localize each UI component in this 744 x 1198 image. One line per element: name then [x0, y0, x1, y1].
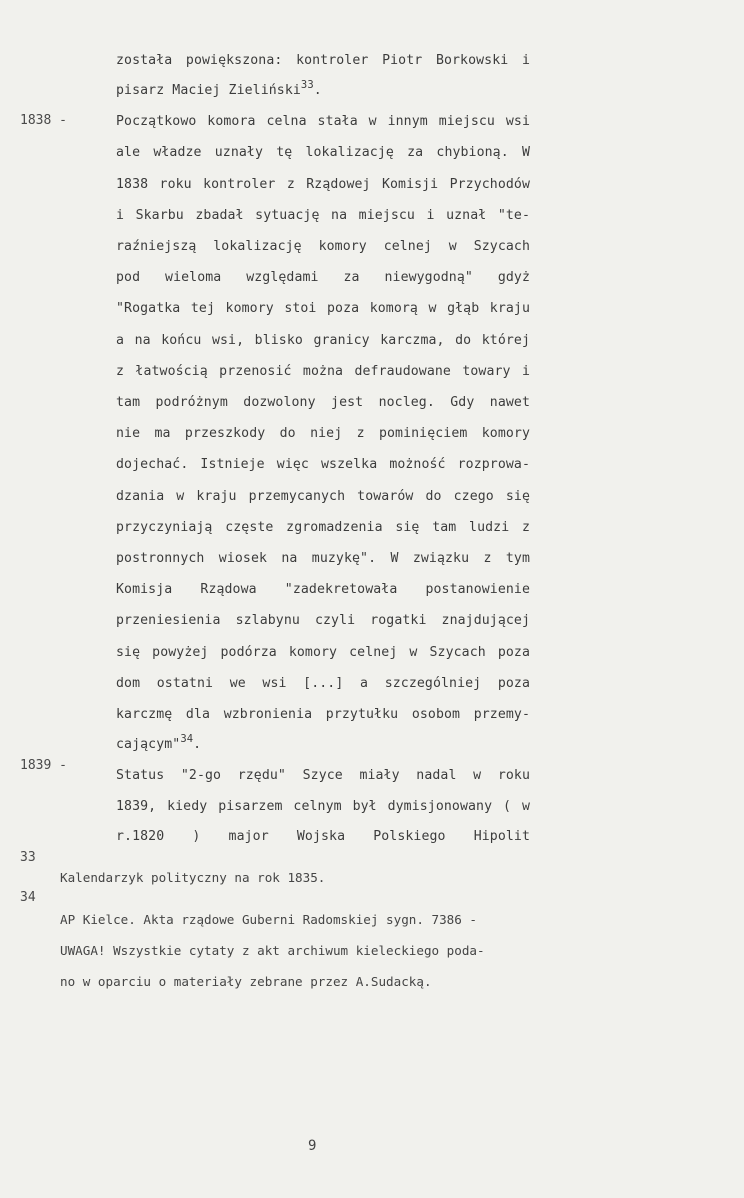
- body-line: r.1820 ) major Wojska Polskiego Hipolit: [116, 829, 530, 844]
- year-marker-1838: 1838 -: [20, 113, 67, 128]
- body-line: ale władze uznały tę lokalizację za chybioną. W: [116, 145, 530, 160]
- body-line: z łatwością przenosić można defraudowane towary i: [116, 364, 530, 379]
- body-line: a na końcu wsi, blisko granicy karczma, do której: [116, 333, 530, 348]
- body-line: karczmę dla wzbronienia przytułku osobom przemy-: [116, 707, 530, 722]
- body-line: "Rogatka tej komory stoi poza komorą w głąb kraju: [116, 301, 530, 316]
- footnote-text: Kalendarzyk polityczny na rok 1835.: [60, 870, 326, 885]
- body-line: przyczyniają częste zgromadzenia się tam ludzi z: [116, 520, 530, 535]
- body-line: została powiększona: kontroler Piotr Borkowski i: [116, 53, 530, 68]
- body-line-text: cającym": [116, 737, 181, 752]
- footnote-number: 33: [20, 850, 36, 865]
- footnote-ref-33: 33: [300, 79, 314, 91]
- footnote-text: AP Kielce. Akta rządowe Guberni Radomskiej sygn. 7386 -: [60, 912, 478, 927]
- body-line: raźniejszą lokalizację komory celnej w Szycach: [116, 239, 530, 254]
- body-line: tam podróżnym dozwolony jest nocleg. Gdy nawet: [116, 395, 530, 410]
- footnote-ref-34: 34: [180, 733, 194, 745]
- body-line: 1838 roku kontroler z Rządowej Komisji Przychodów: [116, 177, 530, 192]
- body-line: dzania w kraju przemycanych towarów do czego się: [116, 489, 530, 504]
- body-line: nie ma przeszkody do niej z pominięciem komory: [116, 426, 530, 441]
- body-line-with-ref: cającym"$^{34}$.: [116, 733, 202, 752]
- body-line: Początkowo komora celna stała w innym miejscu wsi: [116, 114, 530, 129]
- body-line: dom ostatni we wsi [...] a szczególniej poza: [116, 676, 530, 691]
- body-line: i Skarbu zbadał sytuację na miejscu i uznał "te-: [116, 208, 530, 223]
- body-line: dojechać. Istnieje więc wszelka możność rozprowa-: [116, 457, 530, 472]
- footnote-text: no w oparciu o materiały zebrane przez A.Sudacką.: [60, 974, 432, 989]
- body-line: postronnych wiosek na muzykę". W związku z tym: [116, 551, 530, 566]
- body-line: przeniesienia szlabynu czyli rogatki znajdującej: [116, 613, 530, 628]
- body-line: Status "2-go rzędu" Szyce miały nadal w roku: [116, 768, 530, 783]
- body-line-with-ref: pisarz Maciej Zieliński$^{33}$.: [116, 79, 322, 98]
- year-marker-1839: 1839 -: [20, 758, 67, 773]
- body-line-text: pisarz Maciej Zieliński: [116, 83, 301, 98]
- footnote-text: UWAGA! Wszystkie cytaty z akt archiwum kieleckiego poda-: [60, 943, 485, 958]
- page-number: 9: [308, 1138, 317, 1154]
- body-line: pod wieloma względami za niewygodną" gdyż: [116, 270, 530, 285]
- body-line: się powyżej podórza komory celnej w Szycach poza: [116, 645, 530, 660]
- body-line: Komisja Rządowa "zadekretowała postanowienie: [116, 582, 530, 597]
- footnote-number: 34: [20, 890, 36, 905]
- body-line: 1839, kiedy pisarzem celnym był dymisjonowany ( w: [116, 799, 530, 814]
